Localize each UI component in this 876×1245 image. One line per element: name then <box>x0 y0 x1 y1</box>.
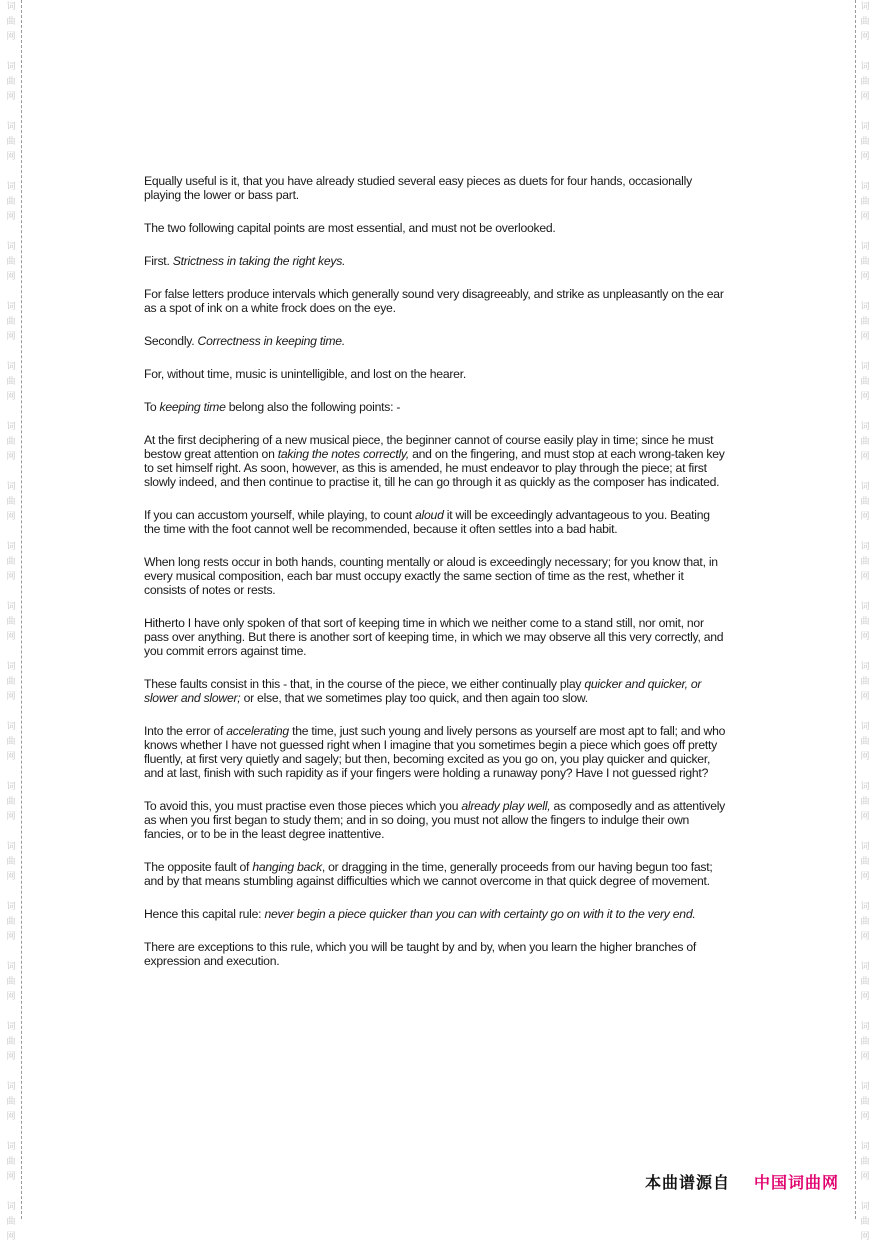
watermark-stamp <box>856 540 874 585</box>
watermark-stamp <box>856 300 874 345</box>
watermark-char: 网 <box>860 1232 870 1242</box>
watermark-char: 词 <box>860 2 870 12</box>
watermark-stamp <box>856 60 874 105</box>
italic-phrase: Correctness in keeping time. <box>197 334 345 348</box>
watermark-char: 曲 <box>6 137 16 147</box>
watermark-char: 网 <box>860 272 870 282</box>
watermark-char: 网 <box>6 32 16 42</box>
watermark-char: 网 <box>860 812 870 822</box>
text-run: Hitherto I have only spoken of that sort of keeping time in which we neither come to a stand still, nor omit, nor pass over anything. But there is another sort of keeping time, in which we may observe all this very correctly, and you commit errors against time. <box>144 616 724 658</box>
watermark-char: 词 <box>860 122 870 132</box>
watermark-char: 曲 <box>860 797 870 807</box>
watermark-stamp <box>856 180 874 225</box>
watermark-char: 曲 <box>6 1157 16 1167</box>
watermark-stamp <box>856 0 874 45</box>
watermark-char: 网 <box>6 452 16 462</box>
watermark-stamp <box>856 900 874 945</box>
watermark-char: 曲 <box>6 1097 16 1107</box>
watermark-char: 曲 <box>6 1217 16 1227</box>
right-margin-dashed-line <box>855 0 856 1219</box>
watermark-char: 词 <box>6 602 16 612</box>
italic-phrase: taking the notes correctly, <box>277 447 409 461</box>
watermark-char: 网 <box>860 572 870 582</box>
watermark-char: 曲 <box>6 977 16 987</box>
watermark-stamp <box>2 600 20 645</box>
watermark-char: 曲 <box>6 17 16 27</box>
watermark-char: 曲 <box>6 857 16 867</box>
watermark-char: 网 <box>6 572 16 582</box>
watermark-char: 词 <box>6 1202 16 1212</box>
watermark-stamp <box>2 120 20 165</box>
italic-phrase: never begin a piece quicker than you can with certainty go on with it to the very end. <box>264 907 696 921</box>
watermark-char: 曲 <box>860 557 870 567</box>
watermark-char: 网 <box>6 212 16 222</box>
paragraph <box>144 433 728 489</box>
watermark-stamp <box>2 900 20 945</box>
watermark-char: 网 <box>860 392 870 402</box>
text-run: First. <box>144 254 173 268</box>
watermark-char: 词 <box>6 482 16 492</box>
watermark-char: 词 <box>860 1082 870 1092</box>
watermark-stamp <box>2 300 20 345</box>
watermark-stamp <box>856 780 874 825</box>
watermark-char: 网 <box>860 752 870 762</box>
text-run: To <box>144 400 160 414</box>
watermark-stamp <box>856 240 874 285</box>
footer-site-name[interactable]: 中国词曲网 <box>754 1173 840 1192</box>
watermark-char: 网 <box>860 152 870 162</box>
text-run: Into the error of <box>144 724 227 738</box>
text-run: The opposite fault of <box>144 860 253 874</box>
watermark-char: 曲 <box>6 77 16 87</box>
watermark-char: 词 <box>860 242 870 252</box>
watermark-stamp <box>2 720 20 765</box>
watermark-char: 曲 <box>6 917 16 927</box>
watermark-char: 网 <box>860 452 870 462</box>
watermark-char: 网 <box>860 692 870 702</box>
watermark-char: 词 <box>6 902 16 912</box>
watermark-char: 曲 <box>860 17 870 27</box>
watermark-char: 网 <box>6 932 16 942</box>
watermark-char: 曲 <box>860 1157 870 1167</box>
watermark-char: 曲 <box>860 317 870 327</box>
watermark-stamp <box>856 600 874 645</box>
watermark-char: 曲 <box>860 857 870 867</box>
watermark-char: 曲 <box>6 737 16 747</box>
text-run: Secondly. <box>144 334 198 348</box>
watermark-char: 词 <box>6 662 16 672</box>
watermark-char: 词 <box>6 842 16 852</box>
paragraph <box>144 508 728 536</box>
watermark-char: 网 <box>6 1172 16 1182</box>
watermark-stamp <box>856 420 874 465</box>
watermark-char: 曲 <box>860 617 870 627</box>
watermark-char: 曲 <box>6 617 16 627</box>
watermark-char: 网 <box>860 932 870 942</box>
text-run: The two following capital points are most essential, and must not be overlooked. <box>144 221 556 235</box>
watermark-char: 网 <box>6 752 16 762</box>
watermark-char: 曲 <box>860 677 870 687</box>
watermark-stamp <box>2 480 20 525</box>
watermark-stamp <box>856 960 874 1005</box>
watermark-stamp <box>856 480 874 525</box>
paragraph <box>144 400 728 414</box>
watermark-char: 词 <box>860 842 870 852</box>
watermark-char: 曲 <box>860 1097 870 1107</box>
watermark-char: 词 <box>6 62 16 72</box>
watermark-char: 词 <box>6 782 16 792</box>
watermark-char: 曲 <box>6 1037 16 1047</box>
watermark-char: 网 <box>860 632 870 642</box>
watermark-char: 网 <box>6 632 16 642</box>
italic-phrase: aloud <box>415 508 444 522</box>
text-run: If you can accustom yourself, while playing, to count <box>144 508 416 522</box>
watermark-char: 词 <box>6 2 16 12</box>
italic-phrase: accelerating <box>226 724 289 738</box>
watermark-char: 词 <box>6 302 16 312</box>
watermark-char: 曲 <box>860 437 870 447</box>
watermark-stamp <box>2 360 20 405</box>
watermark-stamp <box>856 360 874 405</box>
watermark-char: 网 <box>860 512 870 522</box>
watermark-char: 词 <box>860 182 870 192</box>
italic-phrase: quicker and quicker, or slower and slower; <box>144 677 702 705</box>
watermark-char: 网 <box>6 992 16 1002</box>
watermark-char: 曲 <box>6 797 16 807</box>
watermark-char: 网 <box>6 692 16 702</box>
watermark-char: 曲 <box>860 737 870 747</box>
watermark-char: 网 <box>860 1172 870 1182</box>
text-run: To avoid this, you must practise even those pieces which you <box>144 799 462 813</box>
watermark-char: 词 <box>6 422 16 432</box>
watermark-char: 网 <box>6 152 16 162</box>
watermark-stamp <box>2 540 20 585</box>
text-run: belong also the following points: - <box>225 400 401 414</box>
watermark-stamp <box>2 1020 20 1065</box>
watermark-char: 词 <box>6 1022 16 1032</box>
watermark-char: 网 <box>860 212 870 222</box>
watermark-char: 词 <box>860 902 870 912</box>
watermark-stamp <box>2 960 20 1005</box>
watermark-stamp <box>2 660 20 705</box>
watermark-char: 网 <box>6 1052 16 1062</box>
watermark-char: 曲 <box>860 77 870 87</box>
watermark-char: 网 <box>860 1112 870 1122</box>
watermark-char: 网 <box>6 1112 16 1122</box>
watermark-stamp <box>2 780 20 825</box>
watermark-char: 词 <box>6 242 16 252</box>
watermark-stamp <box>2 1200 20 1245</box>
watermark-char: 网 <box>860 1052 870 1062</box>
watermark-stamp <box>2 420 20 465</box>
watermark-stamp <box>856 1020 874 1065</box>
watermark-stamp <box>856 120 874 165</box>
watermark-char: 曲 <box>6 257 16 267</box>
text-run: or else, that we sometimes play too quick, and then again too slow. <box>240 691 588 705</box>
text-run: For false letters produce intervals which generally sound very disagreeably, and strike as unpleasantly on the ear as a spot of ink on a white frock does on the eye. <box>144 287 724 315</box>
italic-phrase: Strictness in taking the right keys. <box>172 254 346 268</box>
watermark-char: 词 <box>860 542 870 552</box>
text-run: and on the fingering, and must stop at each wrong-taken key to set himself right. As soon, however, as this is amended, he must endeavor to play through the piece; at first slowly indeed, and then continue to practise it, till he can go through it as quickly as the composer has indicated. <box>144 447 725 489</box>
watermark-char: 词 <box>6 542 16 552</box>
watermark-char: 词 <box>860 1022 870 1032</box>
watermark-char: 网 <box>860 332 870 342</box>
text-run: There are exceptions to this rule, which you will be taught by and by, when you learn the higher branches of expression and execution. <box>144 940 697 968</box>
watermark-char: 词 <box>860 62 870 72</box>
watermark-char: 曲 <box>860 917 870 927</box>
watermark-char: 网 <box>6 272 16 282</box>
watermark-char: 词 <box>860 482 870 492</box>
watermark-char: 曲 <box>860 1037 870 1047</box>
watermark-char: 曲 <box>860 197 870 207</box>
paragraph <box>144 254 728 268</box>
watermark-char: 曲 <box>860 1217 870 1227</box>
paragraph <box>144 616 728 658</box>
watermark-char: 曲 <box>860 497 870 507</box>
watermark-char: 网 <box>6 1232 16 1242</box>
italic-phrase: hanging back <box>252 860 322 874</box>
watermark-char: 词 <box>860 1142 870 1152</box>
paragraph <box>144 860 728 888</box>
watermark-char: 网 <box>6 812 16 822</box>
watermark-char: 曲 <box>6 497 16 507</box>
paragraph <box>144 724 728 780</box>
watermark-char: 网 <box>6 872 16 882</box>
watermark-char: 网 <box>860 32 870 42</box>
text-run: it will be exceedingly advantageous to you. Beating the time with the foot cannot well be recommended, because it often settles into a bad habit. <box>144 508 710 536</box>
watermark-char: 词 <box>860 722 870 732</box>
text-run: the time, just such young and lively persons as yourself are most apt to fall; and who knows whether I have not guessed right when I imagine that you sometimes begin a piece which goes off pretty fluently, at first very quietly and sagely; but then, becoming excited as you go on, you play quicker and quicker, and at last, finish with such rapidity as if your fingers were holding a runaway pony? Have I not guessed right? <box>144 724 726 780</box>
watermark-char: 网 <box>860 872 870 882</box>
watermark-char: 词 <box>6 1142 16 1152</box>
watermark-stamp <box>856 1200 874 1245</box>
paragraph <box>144 555 728 597</box>
paragraph <box>144 907 728 921</box>
watermark-char: 曲 <box>6 197 16 207</box>
watermark-stamp <box>2 840 20 885</box>
footer-source-label: 本曲谱源自 <box>645 1173 731 1192</box>
watermark-char: 词 <box>860 422 870 432</box>
text-run: as composedly and as attentively as when you first began to study them; and in so doing, you must not allow the fingers to indulge their own fancies, or to be in the least degree inattentive. <box>144 799 726 841</box>
watermark-char: 网 <box>6 512 16 522</box>
watermark-stamp <box>2 180 20 225</box>
text-run: At the first deciphering of a new musical piece, the beginner cannot of course easily play in time; since he must bestow great attention on <box>144 433 714 461</box>
watermark-char: 词 <box>6 1082 16 1092</box>
watermark-char: 网 <box>860 992 870 1002</box>
watermark-char: 网 <box>860 92 870 102</box>
watermark-char: 曲 <box>6 677 16 687</box>
paragraph <box>144 221 728 235</box>
watermark-char: 曲 <box>6 437 16 447</box>
watermark-stamp <box>2 1080 20 1125</box>
paragraph <box>144 174 728 202</box>
text-run: For, without time, music is unintelligible, and lost on the hearer. <box>144 367 466 381</box>
watermark-char: 曲 <box>6 317 16 327</box>
italic-phrase: already play well, <box>461 799 551 813</box>
watermark-char: 词 <box>860 362 870 372</box>
watermark-char: 曲 <box>6 557 16 567</box>
watermark-char: 词 <box>6 182 16 192</box>
italic-phrase: keeping time <box>159 400 226 414</box>
watermark-char: 网 <box>6 392 16 402</box>
watermark-stamp <box>2 60 20 105</box>
watermark-char: 曲 <box>860 377 870 387</box>
text-run: , or dragging in the time, generally proceeds from our having begun too fast; and by that means stumbling against difficulties which we cannot overcome in that quick degree of movement. <box>144 860 713 888</box>
watermark-char: 词 <box>860 1202 870 1212</box>
watermark-char: 词 <box>860 602 870 612</box>
watermark-char: 词 <box>6 962 16 972</box>
watermark-char: 网 <box>6 332 16 342</box>
paragraph <box>144 799 728 841</box>
watermark-stamp <box>856 720 874 765</box>
paragraph <box>144 334 728 348</box>
watermark-stamp <box>856 840 874 885</box>
watermark-char: 曲 <box>860 137 870 147</box>
watermark-char: 词 <box>6 122 16 132</box>
paragraph <box>144 677 728 705</box>
watermark-char: 词 <box>860 662 870 672</box>
paragraph <box>144 287 728 315</box>
document-body <box>144 174 728 987</box>
text-run: These faults consist in this - that, in the course of the piece, we either continually play <box>144 677 585 691</box>
watermark-char: 曲 <box>6 377 16 387</box>
text-run: Hence this capital rule: <box>144 907 265 921</box>
watermark-char: 词 <box>860 782 870 792</box>
watermark-char: 网 <box>6 92 16 102</box>
left-watermark-strip <box>2 0 20 1242</box>
watermark-stamp <box>2 1140 20 1185</box>
paragraph <box>144 367 728 381</box>
watermark-stamp <box>856 1140 874 1185</box>
watermark-stamp <box>856 1080 874 1125</box>
watermark-char: 词 <box>860 962 870 972</box>
watermark-char: 词 <box>6 722 16 732</box>
text-run: When long rests occur in both hands, counting mentally or aloud is exceedingly necessary; for you know that, in every musical composition, each bar must occupy exactly the same section of time as the rest, whether it consists of notes or rests. <box>144 555 718 597</box>
watermark-stamp <box>2 240 20 285</box>
watermark-stamp <box>2 0 20 45</box>
text-run: Equally useful is it, that you have already studied several easy pieces as duets for four hands, occasionally playing the lower or bass part. <box>144 174 692 202</box>
paragraph <box>144 940 728 968</box>
left-margin-dashed-line <box>21 0 22 1219</box>
watermark-char: 词 <box>6 362 16 372</box>
watermark-char: 曲 <box>860 977 870 987</box>
watermark-char: 曲 <box>860 257 870 267</box>
watermark-char: 词 <box>860 302 870 312</box>
right-watermark-strip <box>856 0 874 1242</box>
watermark-stamp <box>856 660 874 705</box>
